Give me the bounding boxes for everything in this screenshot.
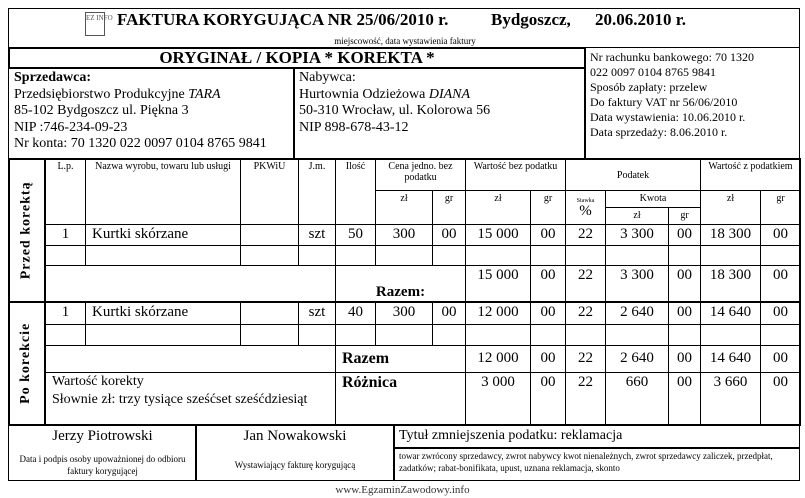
invoice-header	[8, 8, 800, 48]
total-cell: 00	[760, 265, 801, 303]
info-line: Nr rachunku bankowego: 70 1320	[590, 50, 754, 64]
section-label: Przed korektą	[18, 181, 34, 280]
total-label: Razem:	[335, 265, 466, 303]
table-cell: Kurtki skórzane	[85, 301, 241, 325]
receiver-name: Jerzy Piotrowski	[52, 428, 153, 444]
total-cell: 22	[565, 372, 606, 426]
table-cell: 50	[335, 224, 376, 246]
total-cell: 00	[760, 372, 801, 426]
total-cell: 22	[565, 265, 606, 303]
column-header-gr: gr	[668, 207, 701, 225]
column-header-zl: zł	[605, 207, 669, 225]
column-header-price: Cena jedno. bez podatku	[375, 158, 466, 191]
buyer-name-text: Hurtownia Odzieżowa	[299, 86, 429, 102]
table-cell: 14 640	[700, 301, 761, 325]
table-cell: 22	[565, 224, 606, 246]
table-cell: 00	[432, 224, 466, 246]
column-header-qty: Ilość	[335, 158, 376, 225]
reason-options: towar zwrócony sprzedawcy, zwrot nabywcy kwot nienależnych, zwrot sprzedawcy zaliczek, przedpłat, zadatków; rabat-bonifikata, upust, uznana reklamacja, skonto	[393, 447, 800, 481]
column-header-lp: L.p.	[45, 158, 86, 225]
correction-value-label: Wartość korekty	[52, 374, 144, 389]
issue-place: Bydgoszcz,	[491, 10, 571, 29]
total-cell: 00	[530, 345, 566, 373]
buyer-address: 50-310 Wrocław, ul. Kolorowa 56	[299, 103, 491, 118]
total-label: Razem	[335, 345, 466, 373]
receiver-caption: Data i podpis osoby upoważnionej do odbioru faktury korygującej	[19, 454, 186, 476]
table-cell: 1	[45, 301, 86, 325]
table-cell: 3 300	[605, 224, 669, 246]
payment-info-block	[584, 47, 800, 159]
info-line: Sposób zapłaty: przelew	[590, 80, 708, 94]
total-cell: 14 640	[700, 345, 761, 373]
column-header-gr: gr	[760, 190, 801, 225]
table-cell: 00	[760, 224, 801, 246]
correction-words: Słownie zł: trzy tysiące sześćset sześćdziesiąt	[52, 392, 308, 407]
column-header-name: Nazwa wyrobu, towaru lub usługi	[85, 158, 241, 225]
column-header-zl: zł	[700, 190, 761, 225]
table-cell: 00	[668, 224, 701, 246]
table-cell: 40	[335, 301, 376, 325]
column-header-net: Wartość bez podatku	[465, 158, 566, 191]
seller-label: Sprzedawca:	[14, 70, 91, 85]
table-frame	[8, 158, 801, 426]
table-cell: 00	[668, 301, 701, 325]
seller-block	[8, 67, 295, 159]
table-cell: 00	[530, 224, 566, 246]
difference-label: Różnica	[335, 372, 466, 426]
table-cell: Kurtki skórzane	[85, 224, 241, 246]
column-header-jm: J.m.	[298, 158, 336, 225]
table-cell: szt	[298, 301, 336, 325]
issuer-name: Jan Nowakowski	[243, 428, 347, 444]
table-cell: 00	[530, 301, 566, 325]
table-cell: 00	[760, 301, 801, 325]
table-cell: 2 640	[605, 301, 669, 325]
seller-name-brand: TARA	[188, 86, 221, 102]
seller-name	[14, 87, 289, 104]
table-cell: 22	[565, 301, 606, 325]
table-cell: 300	[375, 301, 433, 325]
total-cell: 3 660	[700, 372, 761, 426]
table-cell: 300	[375, 224, 433, 246]
seller-name-text: Przedsiębiorstwo Produkcyjne	[14, 86, 189, 102]
table-cell: 12 000	[465, 301, 531, 325]
total-cell: 18 300	[700, 265, 761, 303]
total-cell: 00	[760, 345, 801, 373]
total-cell: 22	[565, 345, 606, 373]
info-line: Data sprzedaży: 8.06.2010 r.	[590, 125, 728, 139]
column-header-pkwiu: PKWiU	[240, 158, 299, 225]
document-status: ORYGINAŁ / KOPIA * KOREKTA *	[8, 47, 586, 69]
column-header-gr: gr	[530, 190, 566, 225]
table-cell: szt	[298, 224, 336, 246]
column-header-tax: Podatek	[565, 158, 701, 191]
total-cell: 12 000	[465, 345, 531, 373]
issue-date: 20.06.2010 r.	[595, 10, 686, 29]
logo-icon: EZ INFO	[85, 12, 105, 36]
total-cell: 2 640	[605, 345, 669, 373]
table-cell: 15 000	[465, 224, 531, 246]
issuer-caption: Wystawiający fakturę korygującą	[234, 460, 356, 470]
table-cell: 18 300	[700, 224, 761, 246]
rate-percent: %	[579, 203, 592, 220]
section-label: Po korekcie	[18, 322, 34, 405]
total-cell: 3 000	[465, 372, 531, 426]
footer-watermark: www.EgzaminZawodowy.info	[335, 484, 470, 496]
total-cell: 00	[668, 372, 701, 426]
column-header-amount: Kwota	[605, 190, 701, 208]
buyer-name	[299, 87, 580, 104]
receiver-signature	[8, 424, 197, 481]
issuer-signature	[195, 424, 395, 481]
buyer-nip: NIP 898-678-43-12	[299, 119, 409, 135]
buyer-block	[293, 67, 586, 159]
table-cell: 00	[432, 301, 466, 325]
info-line: Data wystawienia: 10.06.2010 r.	[590, 110, 746, 124]
column-header-zl: zł	[465, 190, 531, 225]
info-line: Do faktury VAT nr 56/06/2010	[590, 95, 738, 109]
total-cell: 3 300	[605, 265, 669, 303]
total-cell: 660	[605, 372, 669, 426]
buyer-name-brand: DIANA	[428, 86, 471, 102]
column-header-zl: zł	[375, 190, 433, 225]
column-header-gross: Wartość z podatkiem	[700, 158, 801, 191]
seller-nip: NIP :746-234-09-23	[14, 119, 128, 135]
rate-label: Stawka	[576, 197, 595, 204]
total-cell: 00	[530, 265, 566, 303]
total-cell: 00	[668, 345, 701, 373]
total-cell: 00	[668, 265, 701, 303]
column-header-gr: gr	[432, 190, 466, 225]
buyer-label: Nabywca:	[299, 70, 356, 85]
header-caption: miejscowość, data wystawienia faktury	[334, 36, 476, 46]
seller-account: Nr konta: 70 1320 022 0097 0104 8765 9841	[14, 136, 267, 151]
invoice-title: FAKTURA KORYGUJĄCA NR 25/06/2010 r.	[117, 10, 449, 29]
seller-address: 85-102 Bydgoszcz ul. Piękna 3	[14, 103, 189, 118]
total-cell: 15 000	[465, 265, 531, 303]
total-cell: 00	[530, 372, 566, 426]
reason-title: Tytuł zmniejszenia podatku: reklamacja	[393, 424, 800, 449]
table-cell: 1	[45, 224, 86, 246]
info-line: 022 0097 0104 8765 9841	[590, 65, 716, 79]
